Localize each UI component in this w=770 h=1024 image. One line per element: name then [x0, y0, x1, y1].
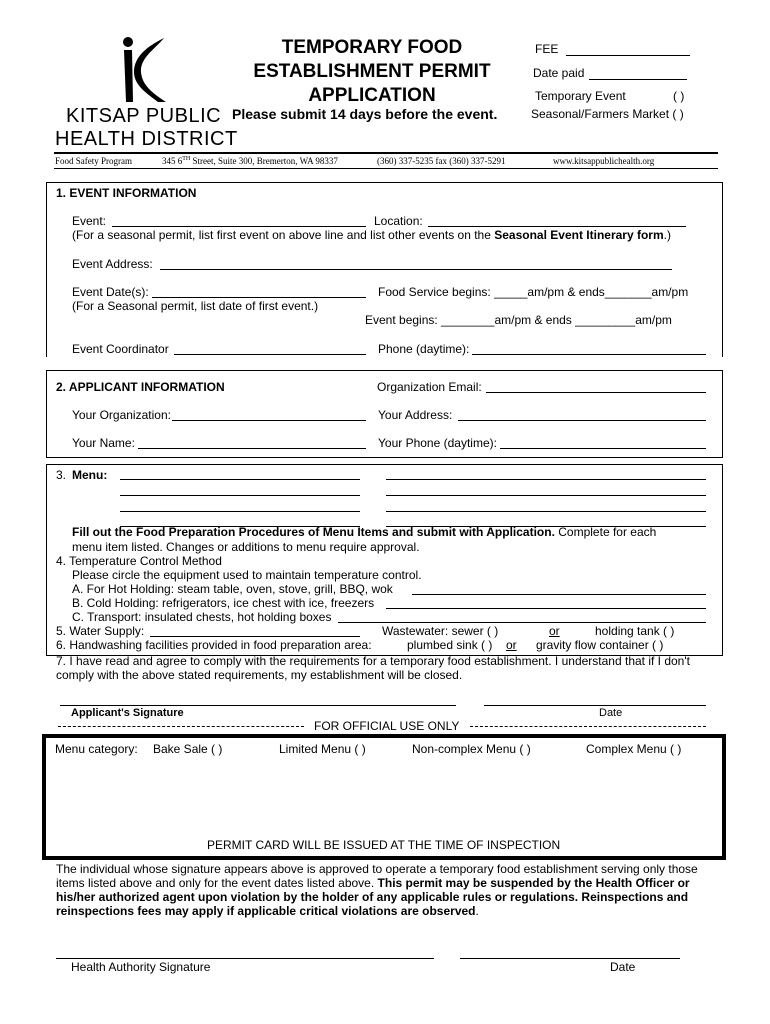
menu-number: 3.	[56, 468, 67, 482]
fee-label: FEE	[535, 42, 559, 56]
form-subtitle: Please submit 14 days before the event.	[232, 106, 498, 122]
date-paid-field[interactable]	[589, 79, 687, 80]
approval-line2-pre: items listed above and only for the event dates listed above.	[56, 876, 378, 890]
approval-text-line3: his/her authorized agent upon violation by the holder of any applicable rules or regulations. Reinspections and	[56, 890, 689, 904]
wastewater-or: or	[549, 624, 560, 638]
event-dates-field[interactable]	[152, 297, 366, 298]
your-address-label: Your Address:	[378, 408, 453, 422]
menu-instructions-post: Complete for each	[554, 525, 657, 539]
district-website[interactable]: www.kitsappublichealth.org	[553, 156, 655, 166]
transport-options[interactable]: C. Transport: insulated chests, hot holding boxes	[72, 610, 332, 624]
seasonal-note	[72, 228, 671, 242]
applicant-signature-field[interactable]	[60, 705, 456, 706]
your-phone-field[interactable]	[500, 448, 706, 449]
official-divider-right	[470, 726, 706, 727]
temporary-event-label: Temporary Event	[535, 89, 626, 103]
official-divider-left	[58, 726, 304, 727]
food-service-times[interactable]: Food Service begins: _____am/pm & ends_______am/pm	[378, 285, 689, 299]
menu-line-1a[interactable]	[120, 479, 360, 480]
event-begins-times[interactable]: Event begins: ________am/pm & ends _________am/pm	[365, 313, 672, 327]
agreement-line2: comply with the above stated requirements, my establishment will be closed.	[56, 668, 463, 682]
contact-rule	[54, 168, 718, 169]
seasonal-note-pre: (For a seasonal permit, list first event on above line and list other events on the	[72, 228, 495, 242]
hot-holding-options[interactable]: A. For Hot Holding: steam table, oven, stove, grill, BBQ, wok	[72, 582, 393, 596]
cold-holding-options[interactable]: B. Cold Holding: refrigerators, ice chest with ice, freezers	[72, 596, 375, 610]
address-post: Street, Suite 300, Bremerton, WA 98337	[190, 156, 338, 166]
event-coordinator-label: Event Coordinator	[72, 342, 169, 356]
event-section-heading: 1. EVENT INFORMATION	[56, 186, 197, 200]
event-label: Event:	[72, 214, 107, 228]
handwashing-label: 6. Handwashing facilities provided in food preparation area:	[56, 638, 372, 652]
address-sup: TH	[182, 156, 191, 162]
location-label: Location:	[374, 214, 423, 228]
wastewater-sewer-option[interactable]: Wastewater: sewer ( )	[382, 624, 499, 638]
applicant-date-field[interactable]	[484, 705, 706, 706]
health-authority-signature-label: Health Authority Signature	[71, 960, 211, 974]
menu-line-2a[interactable]	[120, 495, 360, 496]
event-dates-note: (For a Seasonal permit, list date of first event.)	[72, 299, 319, 313]
org-name-line2: HEALTH DISTRICT	[55, 128, 238, 150]
holding-tank-option[interactable]: holding tank ( )	[595, 624, 675, 638]
health-authority-signature-field[interactable]	[56, 958, 434, 959]
plumbed-sink-option[interactable]: plumbed sink ( )	[407, 638, 493, 652]
applicant-section-heading: 2. APPLICANT INFORMATION	[56, 380, 225, 394]
official-use-label: FOR OFFICIAL USE ONLY	[314, 719, 460, 733]
menu-label: Menu:	[72, 468, 108, 482]
org-name-line1: KITSAP PUBLIC	[66, 105, 222, 127]
approval-text-line4	[56, 904, 479, 918]
org-email-label: Organization Email:	[377, 380, 482, 394]
phone-daytime-label: Phone (daytime):	[378, 342, 470, 356]
org-email-field[interactable]	[486, 392, 706, 393]
health-authority-date-label: Date	[610, 960, 636, 974]
bake-sale-option[interactable]: Bake Sale ( )	[153, 742, 223, 756]
your-organization-label: Your Organization:	[72, 408, 171, 422]
menu-line-3a[interactable]	[120, 511, 360, 512]
approval-text-line1: The individual whose signature appears above is approved to operate a temporary food establishment serving only those	[56, 862, 698, 876]
your-name-label: Your Name:	[72, 436, 135, 450]
hot-holding-field[interactable]	[412, 594, 706, 595]
limited-menu-option[interactable]: Limited Menu ( )	[279, 742, 366, 756]
menu-category-label: Menu category:	[55, 742, 138, 756]
address-pre: 345 6	[162, 156, 183, 166]
menu-line-2b[interactable]	[386, 495, 706, 496]
district-phone: (360) 337-5235 fax (360) 337-5291	[377, 156, 506, 166]
program-name: Food Safety Program	[55, 156, 132, 166]
temperature-control-heading: 4. Temperature Control Method	[56, 554, 222, 568]
approval-line4-post: .	[475, 904, 479, 918]
temporary-event-checkbox[interactable]: ( )	[673, 89, 685, 103]
gravity-flow-option[interactable]: gravity flow container ( )	[536, 638, 664, 652]
kphd-logo-figure	[114, 36, 170, 104]
your-phone-label: Your Phone (daytime):	[378, 436, 497, 450]
health-authority-date-field[interactable]	[460, 958, 680, 959]
event-field[interactable]	[112, 226, 366, 227]
approval-line4-bold: reinspections fees may apply if applicable critical violations are observed	[56, 904, 476, 918]
complex-menu-option[interactable]: Complex Menu ( )	[586, 742, 682, 756]
menu-line-3b[interactable]	[386, 511, 706, 512]
temperature-control-note: Please circle the equipment used to maintain temperature control.	[72, 568, 422, 582]
water-supply-field[interactable]	[150, 636, 360, 637]
approval-text-line2	[56, 876, 690, 890]
applicant-date-label: Date	[599, 707, 623, 719]
your-organization-field[interactable]	[172, 420, 366, 421]
menu-instructions-bold: Fill out the Food Preparation Procedures of Menu Items and submit with Application.	[72, 525, 555, 539]
form-title-line1: TEMPORARY FOOD	[281, 37, 463, 58]
menu-instructions-line2: menu item listed. Changes or additions to menu require approval.	[72, 540, 420, 554]
your-name-field[interactable]	[138, 448, 366, 449]
your-address-field[interactable]	[458, 420, 706, 421]
non-complex-menu-option[interactable]: Non-complex Menu ( )	[412, 742, 531, 756]
handwashing-or: or	[506, 638, 517, 652]
event-dates-label: Event Date(s):	[72, 285, 149, 299]
applicant-signature-label: Applicant's Signature	[71, 707, 184, 719]
location-field[interactable]	[428, 226, 686, 227]
event-address-label: Event Address:	[72, 257, 153, 271]
header-rule	[54, 152, 718, 154]
approval-line2-bold: This permit may be suspended by the Health Officer or	[377, 876, 690, 890]
itinerary-form-name: Seasonal Event Itinerary form	[494, 228, 664, 242]
permit-card-note: PERMIT CARD WILL BE ISSUED AT THE TIME OF INSPECTION	[207, 838, 561, 852]
event-address-field[interactable]	[160, 269, 672, 270]
cold-holding-field[interactable]	[386, 608, 706, 609]
agreement-line1: 7. I have read and agree to comply with the requirements for a temporary food establishment. I understand that if I don't	[56, 654, 690, 668]
seasonal-market-label: Seasonal/Farmers Market ( )	[531, 107, 684, 121]
phone-daytime-field[interactable]	[472, 354, 706, 355]
transport-field[interactable]	[338, 622, 706, 623]
menu-line-1b[interactable]	[386, 479, 706, 480]
water-supply-label: 5. Water Supply:	[56, 624, 145, 638]
fee-field[interactable]	[566, 55, 690, 56]
form-title-line3: APPLICATION	[308, 85, 436, 106]
date-paid-label: Date paid	[533, 66, 585, 80]
menu-instructions	[72, 525, 656, 539]
form-title-line2: ESTABLISHMENT PERMIT	[253, 61, 491, 82]
event-coordinator-field[interactable]	[174, 354, 366, 355]
seasonal-note-post: .)	[663, 228, 671, 242]
district-address	[162, 156, 338, 166]
